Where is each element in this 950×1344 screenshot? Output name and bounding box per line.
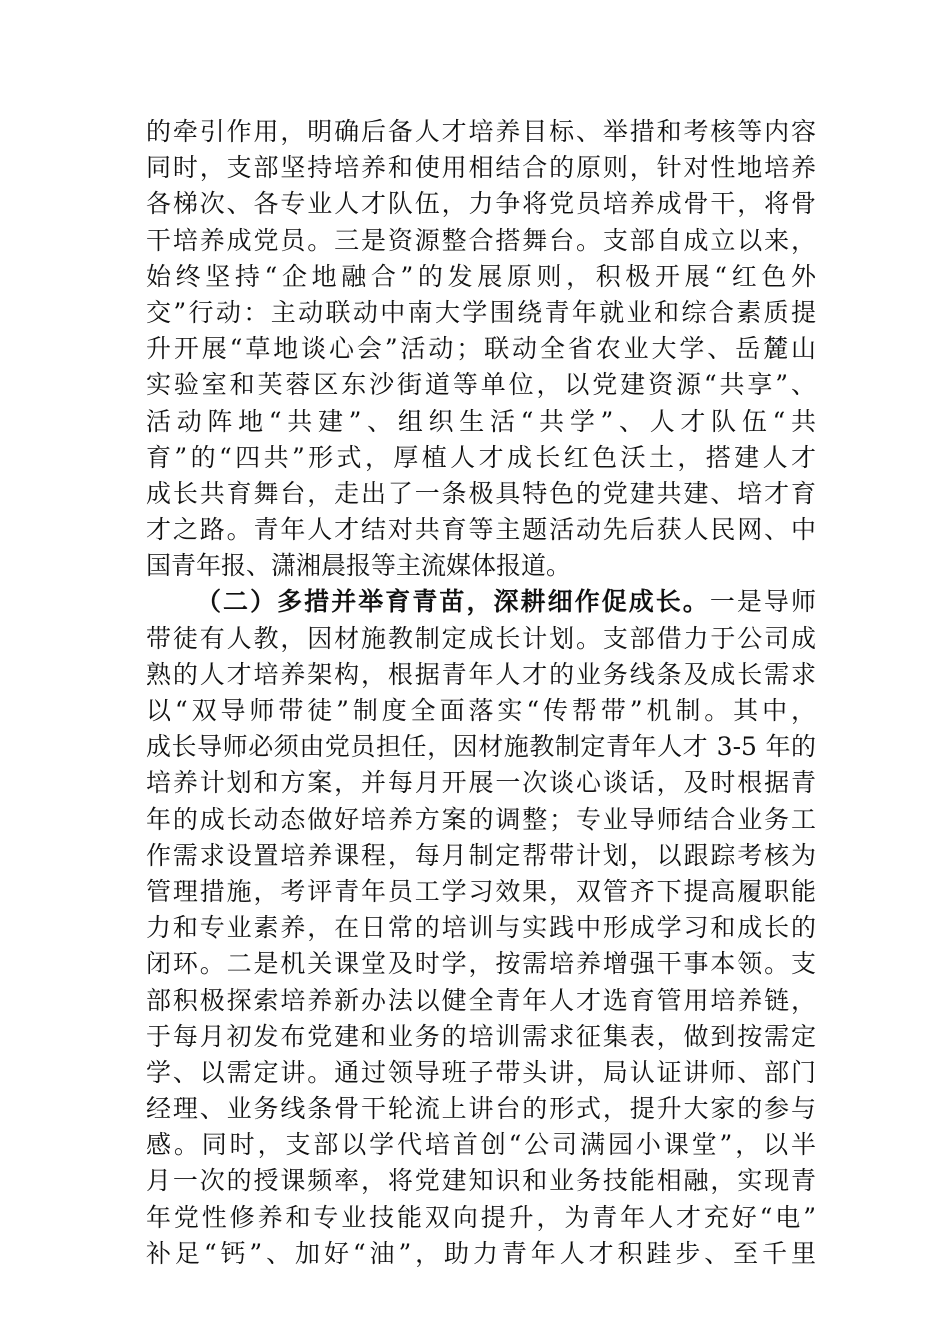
text-line: 实验室和芙蓉区东沙街道等单位，以党建资源“共享”、 — [146, 370, 816, 400]
text-line: 熟的人才培养架构，根据青年人才的业务线条及成长需求 — [146, 659, 816, 689]
text-run: 一是导师 — [709, 587, 816, 617]
text-line: 始终坚持“企地融合”的发展原则，积极开展“红色外 — [146, 261, 816, 291]
text-line: 带徒有人教，因材施教制定成长计划。支部借力于公司成 — [146, 623, 816, 653]
text-line: 活动阵地“共建”、组织生活“共学”、人才队伍“共 — [146, 406, 816, 436]
text-line: 力和专业素养，在日常的培训与实践中形成学习和成长的 — [146, 913, 816, 943]
paragraph-1 — [146, 114, 816, 584]
text-line: 部积极探索培养新办法以健全青年人才选育管用培养链， — [146, 985, 816, 1015]
text-line: 感。同时，支部以学代培首创“公司满园小课堂”，以半 — [146, 1130, 816, 1160]
text-line: 闭环。二是机关课堂及时学，按需培养增强干事本领。支 — [146, 949, 816, 979]
text-line: 同时，支部坚持培养和使用相结合的原则，针对性地培养 — [146, 153, 816, 183]
text-line: 于每月初发布党建和业务的培训需求征集表，做到按需定 — [146, 1021, 816, 1051]
text-line: 成长导师必须由党员担任，因材施教制定青年人才 3-5 年的 — [146, 732, 816, 762]
text-line: 干培养成党员。三是资源整合搭舞台。支部自成立以来， — [146, 225, 816, 255]
text-line: 培养计划和方案，并每月开展一次谈心谈话，及时根据青 — [146, 768, 816, 798]
paragraph-2-first-line — [146, 584, 816, 620]
text-line: 才之路。青年人才结对共育等主题活动先后获人民网、中 — [146, 515, 816, 545]
text-line: 国青年报、潇湘晨报等主流媒体报道。 — [146, 551, 572, 581]
text-line: 月一次的授课频率，将党建知识和业务技能相融，实现青 — [146, 1166, 816, 1196]
paragraph-2 — [146, 584, 816, 1272]
text-line: 年党性修养和专业技能双向提升，为青年人才充好“电” — [146, 1202, 816, 1232]
text-line: 以“双导师带徒”制度全面落实“传帮带”机制。其中， — [146, 696, 816, 725]
text-line: 经理、业务线条骨干轮流上讲台的形式，提升大家的参与 — [146, 1094, 816, 1124]
text-line: 学、以需定讲。通过领导班子带头讲，局认证讲师、部门 — [146, 1057, 816, 1087]
text-line: 交”行动：主动联动中南大学围绕青年就业和综合素质提 — [146, 297, 816, 327]
document-body — [146, 114, 816, 1272]
text-line: 管理措施，考评青年员工学习效果，双管齐下提高履职能 — [146, 876, 816, 906]
text-line: 各梯次、各专业人才队伍，力争将党员培养成骨干，将骨 — [146, 189, 816, 219]
section-heading: （二）多措并举育青苗，深耕细作促成长。 — [196, 587, 710, 617]
text-line: 升开展“草地谈心会”活动；联动全省农业大学、岳麓山 — [146, 334, 816, 364]
text-line: 的牵引作用，明确后备人才培养目标、举措和考核等内容 — [146, 117, 816, 146]
text-line: 补足“钙”、加好“油”，助力青年人才积跬步、至千里 — [146, 1238, 816, 1268]
text-line: 育”的“四共”形式，厚植人才成长红色沃土，搭建人才 — [146, 442, 816, 472]
text-line: 作需求设置培养课程，每月制定帮带计划，以跟踪考核为 — [146, 840, 816, 870]
text-line: 成长共育舞台，走出了一条极具特色的党建共建、培才育 — [146, 478, 816, 508]
text-line: 年的成长动态做好培养方案的调整；专业导师结合业务工 — [146, 804, 816, 834]
